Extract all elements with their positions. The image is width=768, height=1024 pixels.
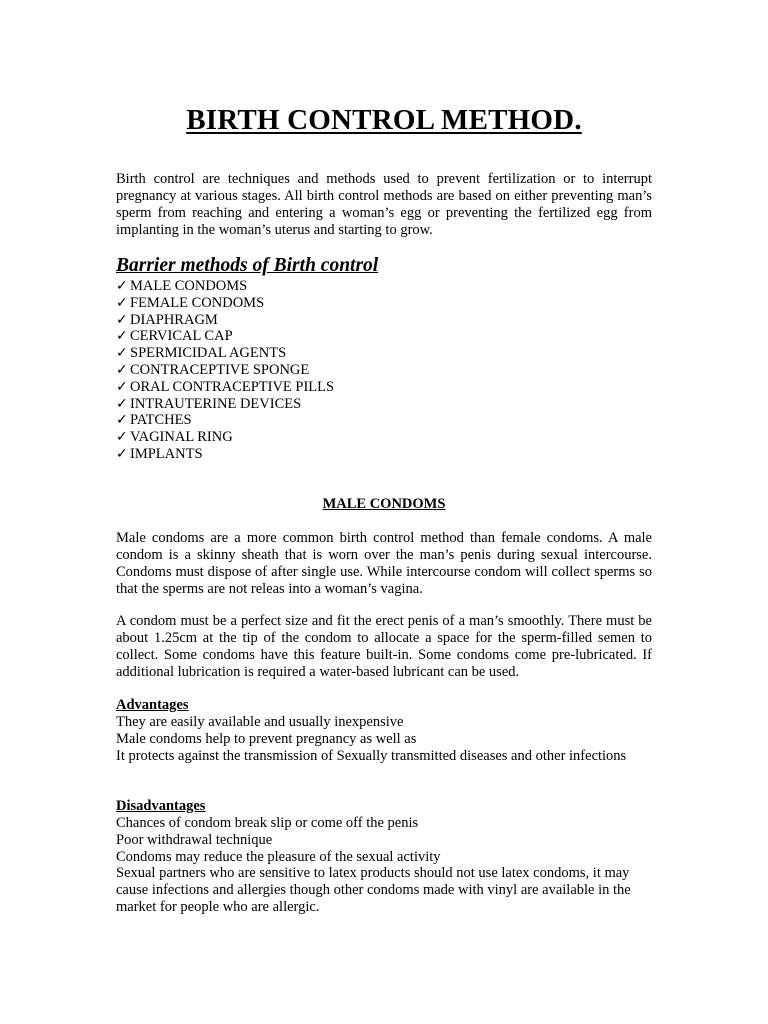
list-item: ✓ INTRAUTERINE DEVICES bbox=[116, 395, 302, 412]
list-item: ✓ CERVICAL CAP bbox=[116, 328, 233, 345]
check-icon: ✓ bbox=[116, 311, 128, 328]
list-item: ✓ VAGINAL RING bbox=[116, 429, 233, 446]
list-item: Poor withdrawal technique bbox=[116, 831, 273, 848]
list-item: Chances of condom break slip or come off the penis bbox=[116, 815, 419, 831]
barrier-methods-list bbox=[116, 278, 334, 463]
male-condoms-heading: MALE CONDOMS bbox=[322, 496, 446, 512]
list-item: ✓ IMPLANTS bbox=[116, 445, 203, 462]
advantages-list bbox=[116, 714, 652, 764]
disadvantages-heading: Disadvantages bbox=[116, 798, 206, 814]
list-item: ✓ ORAL CONTRACEPTIVE PILLS bbox=[116, 378, 335, 395]
list-item: It protects against the transmission of Sexually transmitted diseases and other infections bbox=[116, 747, 627, 764]
list-item: Male condoms help to prevent pregnancy as well as bbox=[116, 730, 417, 747]
check-icon: ✓ bbox=[116, 429, 128, 446]
list-item: Condoms may reduce the pleasure of the sexual activity bbox=[116, 848, 441, 865]
check-icon: ✓ bbox=[116, 445, 128, 462]
male-condoms-paragraph-1: Male condoms are a more common birth control method than female condoms. A male condom is a skinny sheath that is worn over the man’s penis during sexual intercourse. Condoms must dispose of after single use. While intercourse condom will collect sperms so that the sperms are not releas into a woman’s vagina. bbox=[116, 530, 652, 597]
document-page bbox=[116, 0, 652, 1024]
check-icon: ✓ bbox=[116, 278, 128, 294]
list-item: Sexual partners who are sensitive to latex products should not use latex condoms, it may cause infections and allergies though other condoms made with vinyl are available in the market for people who are allergic. bbox=[116, 865, 631, 915]
check-icon: ✓ bbox=[116, 361, 128, 378]
list-item: ✓ DIAPHRAGM bbox=[116, 311, 218, 328]
check-icon: ✓ bbox=[116, 378, 128, 395]
check-icon: ✓ bbox=[116, 294, 128, 311]
intro-paragraph: Birth control are techniques and methods used to prevent fertilization or to interrupt pregnancy at various stages. All birth control methods are based on either preventing man’s sperm from reaching and entering a woman’s egg or preventing the fertilized egg from implanting in the woman’s uterus and starting to grow. bbox=[116, 171, 652, 238]
check-icon: ✓ bbox=[116, 345, 128, 362]
male-condoms-paragraph-2: A condom must be a perfect size and fit the erect penis of a man’s smoothly. There must be about 1.25cm at the tip of the condom to allocate a space for the sperm-filled semen to collect. Some condoms have this feature built-in. Some condoms come pre-lubricated. If additional lubrication is required a water-based lubricant can be used. bbox=[116, 613, 652, 680]
list-item: ✓ PATCHES bbox=[116, 412, 192, 429]
disadvantages-list bbox=[116, 815, 652, 916]
list-item: ✓ CONTRACEPTIVE SPONGE bbox=[116, 361, 310, 378]
barrier-methods-heading: Barrier methods of Birth control bbox=[116, 255, 379, 276]
list-item: ✓ MALE CONDOMS bbox=[116, 278, 248, 294]
list-item: ✓ SPERMICIDAL AGENTS bbox=[116, 345, 287, 362]
list-item: They are easily available and usually inexpensive bbox=[116, 714, 404, 730]
document-title: BIRTH CONTROL METHOD. bbox=[186, 104, 582, 136]
list-item: ✓ FEMALE CONDOMS bbox=[116, 294, 265, 311]
check-icon: ✓ bbox=[116, 412, 128, 429]
check-icon: ✓ bbox=[116, 328, 128, 345]
check-icon: ✓ bbox=[116, 395, 128, 412]
advantages-heading: Advantages bbox=[116, 697, 189, 713]
